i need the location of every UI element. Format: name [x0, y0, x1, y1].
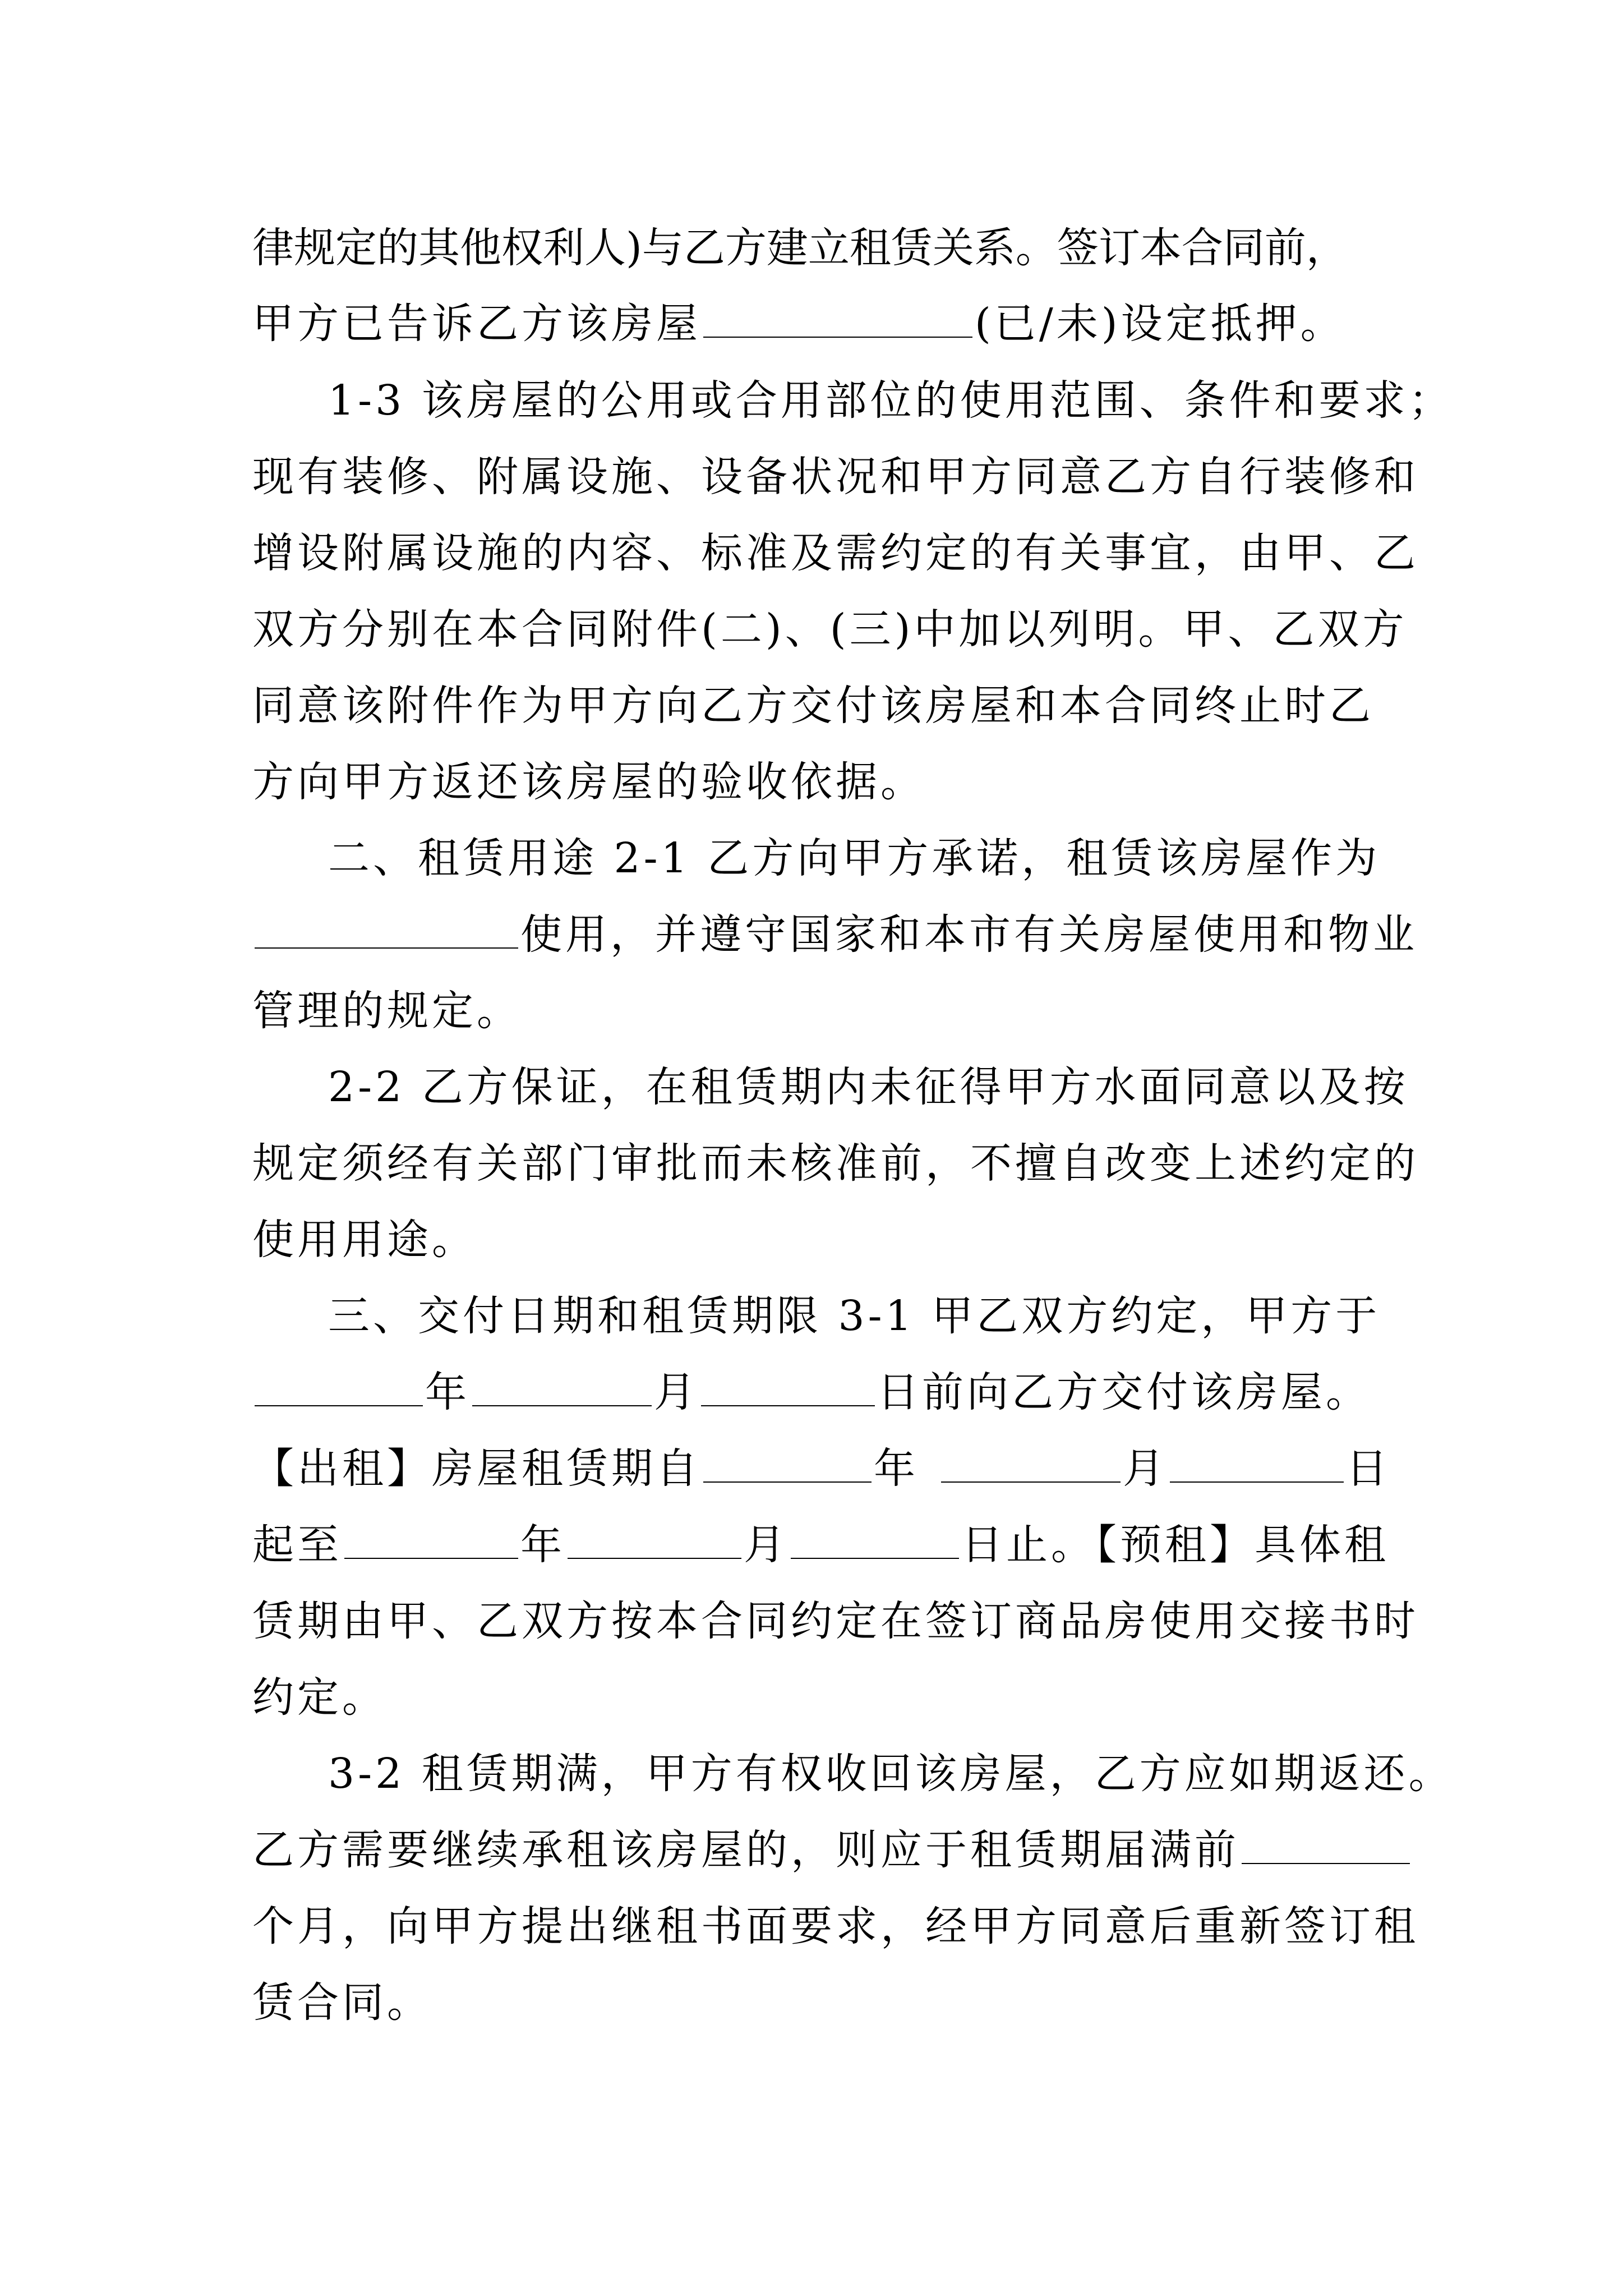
fill-blank-month[interactable] [568, 1523, 741, 1559]
text: (已/未)设定抵押。 [975, 300, 1345, 348]
text: 规定须经有关部门审批而未核准前，不擅自改变上述约定的 [252, 1139, 1419, 1188]
text: 日 [1346, 1444, 1391, 1493]
paragraph-line [252, 743, 1391, 821]
fill-blank-months[interactable] [1242, 1828, 1410, 1864]
text: 月 [744, 1521, 789, 1569]
text: 年 [425, 1368, 470, 1416]
fill-blank-year[interactable] [703, 1447, 872, 1483]
paragraph-line [252, 895, 1418, 974]
text: 【出租】房屋租赁期自 [252, 1444, 701, 1493]
paragraph-line [252, 1887, 1419, 1966]
text: 现有装修、附属设施、设备状况和甲方同意乙方自行装修和 [252, 453, 1419, 501]
paragraph-line [252, 972, 1391, 1050]
fill-blank[interactable] [255, 913, 518, 949]
text: 月 [654, 1368, 699, 1416]
fill-blank-day[interactable] [791, 1523, 959, 1559]
text: 日止。【预租】具体租 [961, 1521, 1389, 1569]
text: 月 [1123, 1444, 1168, 1493]
paragraph-line [252, 514, 1419, 592]
fill-blank-month[interactable] [941, 1447, 1121, 1483]
text: 管理的规定。 [252, 987, 522, 1035]
fill-blank-year[interactable] [255, 1370, 423, 1406]
text: 赁合同。 [252, 1978, 432, 2027]
text: 约定。 [252, 1673, 387, 1722]
text: 同意该附件作为甲方向乙方交付该房屋和本合同终止时乙 [252, 682, 1374, 730]
paragraph-line [252, 438, 1419, 516]
text: 使用用途。 [252, 1216, 477, 1264]
paragraph-line [328, 1048, 1409, 1126]
paragraph-line [328, 819, 1391, 898]
text: 双方分别在本合同附件(二)、(三)中加以列明。甲、乙双方 [252, 605, 1408, 654]
paragraph-line [252, 666, 1391, 745]
text: 二、租赁用途 2-1 乙方向甲方承诺，租赁该房屋作为 [328, 834, 1381, 882]
text: 3-2 租赁期满，甲方有权收回该房屋，乙方应如期返还。 [328, 1750, 1454, 1798]
paragraph-line [252, 1658, 1391, 1737]
paragraph-line [252, 1811, 1391, 1889]
paragraph-line [328, 361, 1454, 440]
paragraph-line [252, 1124, 1419, 1203]
paragraph-line [252, 284, 1391, 363]
fill-blank-day[interactable] [1170, 1447, 1344, 1483]
text: 赁期由甲、乙双方按本合同约定在签订商品房使用交接书时 [252, 1597, 1419, 1645]
paragraph-line [328, 1277, 1391, 1355]
paragraph-line [252, 1963, 1391, 2042]
fill-blank-day[interactable] [701, 1370, 875, 1406]
paragraph-line [252, 1582, 1419, 1660]
text: 使用，并遵守国家和本市有关房屋使用和物业 [520, 910, 1418, 959]
paragraph-line [328, 1734, 1454, 1813]
text: 年 [874, 1444, 919, 1493]
text: 个月，向甲方提出继租书面要求，经甲方同意后重新签订租 [252, 1902, 1419, 1950]
paragraph-line [252, 1200, 1391, 1279]
text: 日前向乙方交付该房屋。 [877, 1368, 1371, 1416]
text: 甲方已告诉乙方该房屋 [252, 300, 701, 348]
text: 2-2 乙方保证，在租赁期内未征得甲方水面同意以及按 [328, 1063, 1409, 1111]
text: 1-3 该房屋的公用或合用部位的使用范围、条件和要求； [328, 376, 1454, 425]
text: 三、交付日期和租赁期限 3-1 甲乙双方约定，甲方于 [328, 1292, 1381, 1340]
text: 增设附属设施的内容、标准及需约定的有关事宜，由甲、乙 [252, 529, 1419, 577]
text: 律规定的其他权利人)与乙方建立租赁关系。签订本合同前， [252, 224, 1348, 272]
paragraph-line [252, 1429, 1391, 1508]
paragraph-line [252, 1353, 1391, 1432]
text: 起至 [252, 1521, 342, 1569]
fill-blank-month[interactable] [472, 1370, 652, 1406]
text: 乙方需要继续承租该房屋的，则应于租赁期届满前 [252, 1826, 1239, 1874]
paragraph-line [252, 209, 1391, 287]
paragraph-line [252, 1506, 1391, 1584]
paragraph-line [252, 590, 1408, 669]
fill-blank-year[interactable] [344, 1523, 518, 1559]
text: 年 [520, 1521, 565, 1569]
fill-blank[interactable] [703, 302, 972, 338]
text: 方向甲方返还该房屋的验收依据。 [252, 758, 925, 806]
